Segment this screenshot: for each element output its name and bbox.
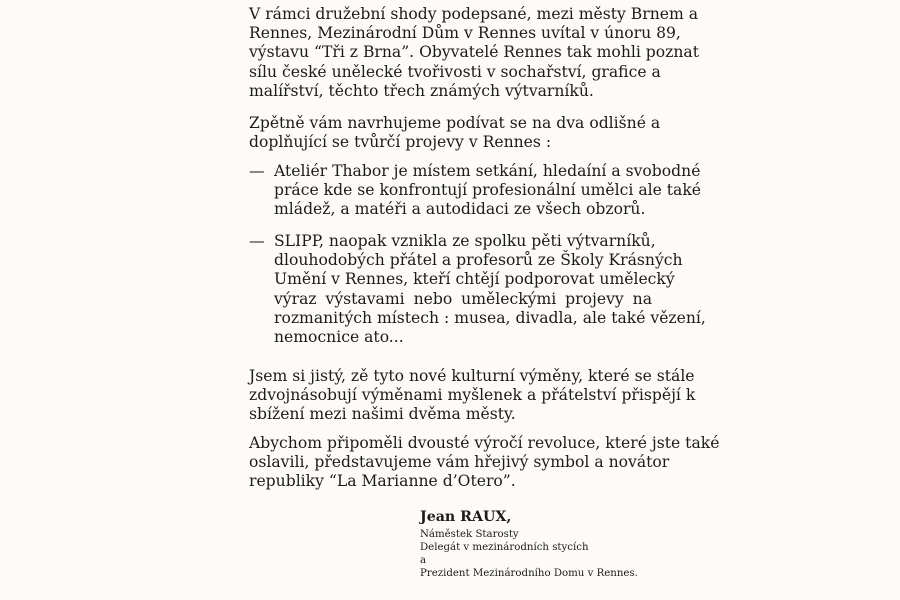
bullet-text [274, 162, 702, 220]
bullet-line: rozmanitých místech : musea, divadla, ale také vězení, [274, 308, 706, 327]
bullet-line: SLIPP, naopak vznikla ze spolku pěti výtvarníků, [274, 232, 656, 250]
bullet-line: Ateliér Thabor je místem setkání, hledaíní a svobodné [274, 162, 701, 180]
signatory-title: Prezident Mezinárodního Domu v Rennes. [420, 568, 638, 579]
signatory-title: Delegát v mezinárodních stycích [420, 542, 589, 553]
bullet-line: nemocnice ato... [274, 328, 404, 347]
paragraph-line: sílu české unělecké tvořivosti v sochařství, grafice a [249, 62, 661, 81]
dash-bullet: — [249, 162, 265, 180]
paragraph-line: sbížení mezi našimi dvěma městy. [249, 405, 516, 424]
bullet-line: dlouhodobých přátel a profesorů ze Školy Krásných [274, 251, 683, 270]
bullet-atelier-thabor [249, 162, 702, 220]
paragraph-line: republiky “La Marianne d’Otero”. [249, 472, 516, 491]
paragraph-line: V rámci družební shody podepsané, mezi městy Brnem a [249, 5, 699, 23]
bullet-text [274, 232, 706, 347]
signatory-title: a [420, 555, 427, 566]
paragraph-line: Zpětně vám navrhujeme podívat se na dva odlišné a [249, 114, 661, 132]
paragraph-line: malířství, těchto třech známých výtvarníků. [249, 81, 594, 100]
signatory-name: Jean RAUX, [420, 509, 512, 525]
bullet-line: výraz výstavami nebo uměleckými projevy na [274, 289, 652, 308]
paragraph-line: výstavu “Tři z Brna”. Obyvatelé Rennes tak mohli poznat [249, 43, 699, 62]
paragraph-line: zdvojnásobují výměnami myšlenek a přátelství přispějí k [249, 386, 696, 405]
signature-block [420, 507, 660, 580]
intro-paragraph [249, 5, 699, 101]
paragraph-line: Rennes, Mezinárodní Dům v Rennes uvítal v únoru 89, [249, 24, 681, 43]
bullet-slipp [249, 232, 706, 348]
paragraph-line: Jsem si jistý, zě tyto nové kulturní výměny, které se stále [249, 367, 695, 385]
bullet-line: Umění v Rennes, kteří chtějí podporovat umělecký [274, 270, 675, 289]
bullet-line: práce kde se konfrontují profesionální umělci ale také [274, 181, 702, 200]
projects-introduction-paragraph [249, 114, 661, 152]
signatory-title: Náměstek Starosty [420, 529, 519, 540]
paragraph-line: Abychom připoměli dvousté výročí revoluce, které jste také [249, 434, 720, 452]
cultural-exchange-paragraph [249, 367, 696, 425]
bullet-line: mládež, a matéři a autodidaci ze všech obzorů. [274, 200, 646, 219]
revolution-anniversary-paragraph [249, 434, 720, 492]
paragraph-line: oslavili, představujeme vám hřejivý symbol a novátor [249, 453, 670, 472]
paragraph-line: doplňující se tvůrčí projevy v Rennes : [249, 133, 552, 152]
dash-bullet: — [249, 232, 265, 250]
